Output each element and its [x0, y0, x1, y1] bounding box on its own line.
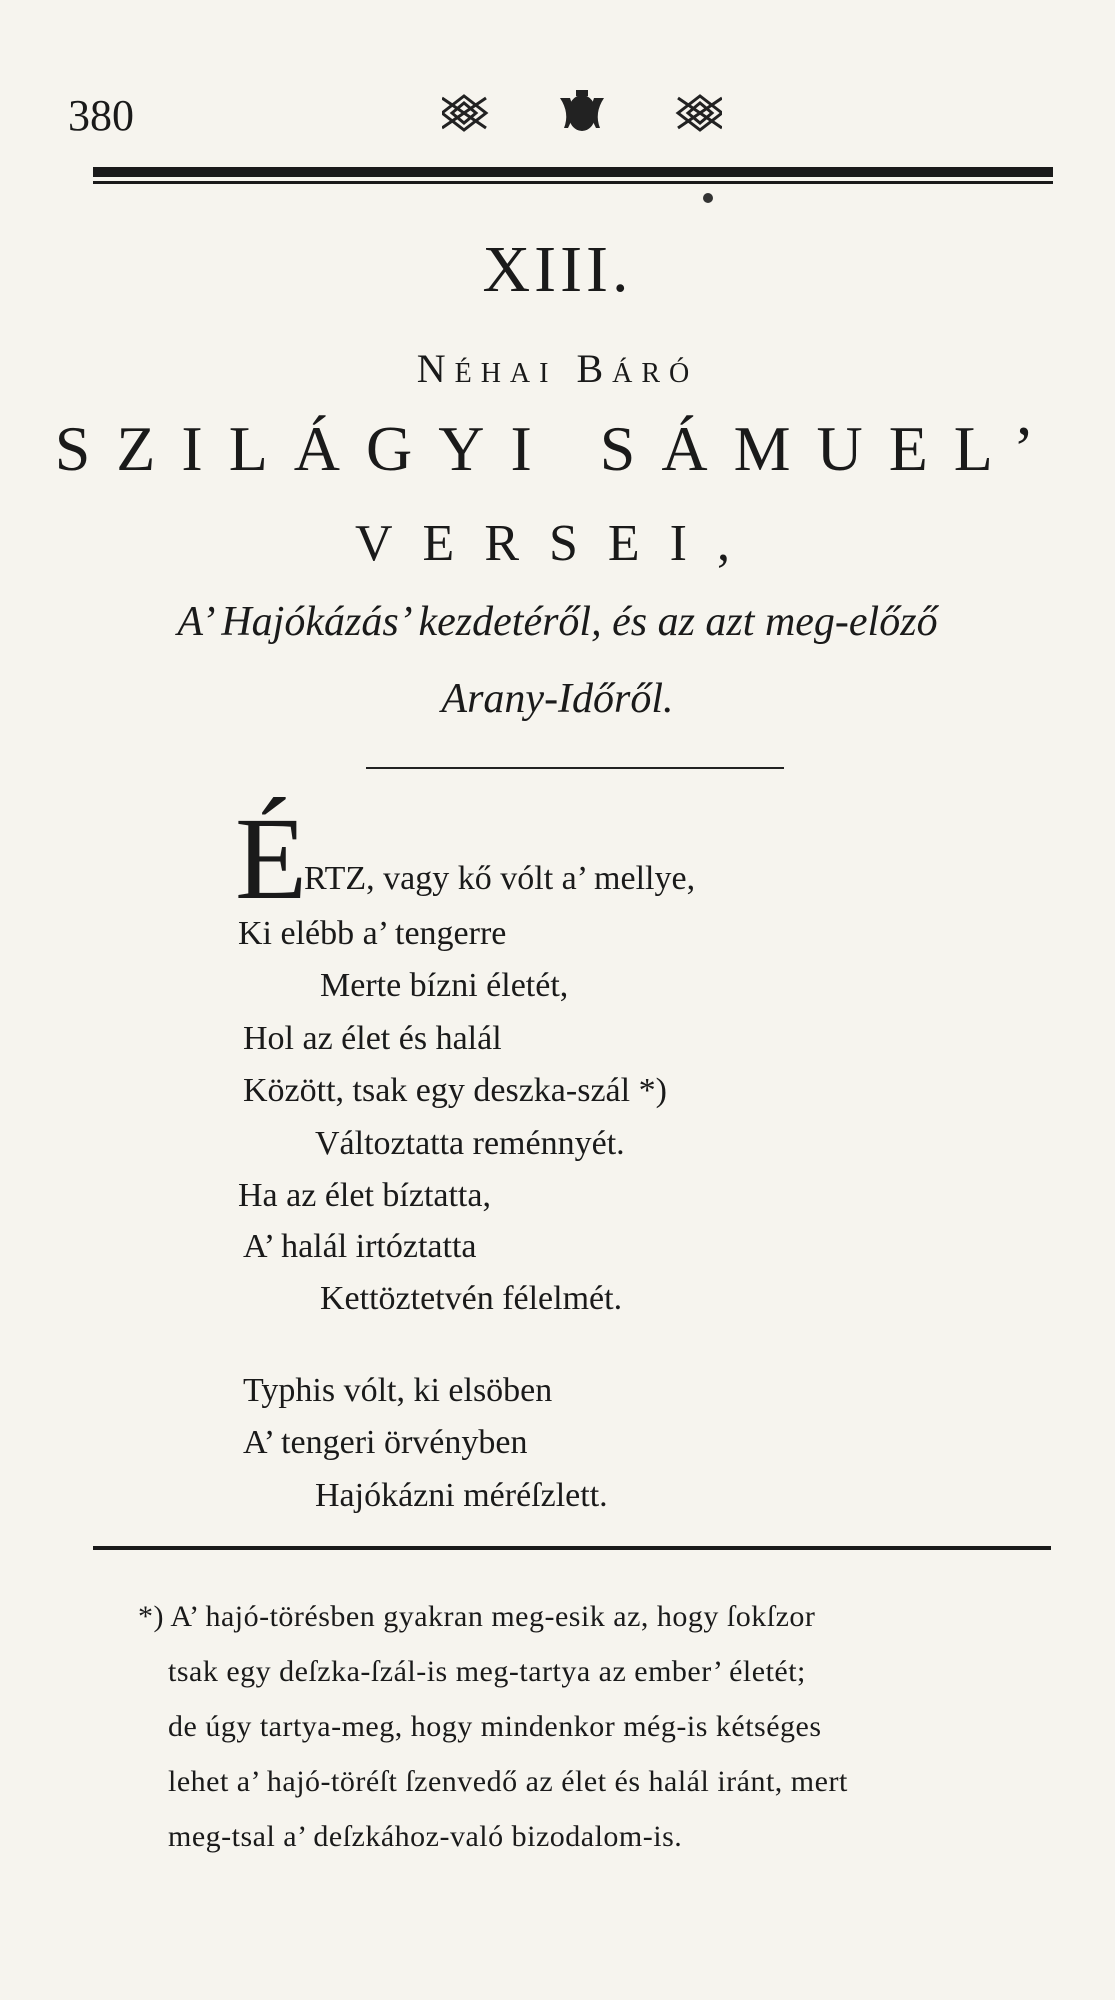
description-line: Arany-Időről.	[441, 676, 674, 722]
footnote-line: de úgy tartya-meg, hogy mindenkor még-is kétséges	[168, 1710, 822, 1743]
poem-line: Hajókázni méréſzlett.	[315, 1477, 608, 1514]
poem-line: Ki elébb a’ tengerre	[238, 915, 507, 952]
description-line: A’ Hajókázás’ kezdetéről, és az azt meg-előző	[177, 599, 938, 645]
diamond-ornament-icon	[442, 96, 486, 130]
verse-title: VERSEI,	[355, 515, 760, 572]
poem-line: Hol az élet és halál	[243, 1020, 502, 1057]
header-rule	[93, 165, 1053, 187]
section-divider	[366, 767, 784, 769]
poem-line: Merte bízni életét,	[320, 967, 569, 1004]
poem-line: Kettöztetvén félelmét.	[320, 1280, 623, 1317]
poem-line: Változtatta reménnyét.	[315, 1125, 625, 1162]
poem-line: RTZ, vagy kő vólt a’ mellye,	[304, 860, 696, 897]
footnote-rule	[93, 1545, 1051, 1551]
poem-line: Között, tsak egy deszka-szál *)	[243, 1072, 667, 1109]
poem-line: A’ halál irtóztatta	[243, 1228, 477, 1265]
footnote-line: tsak egy deſzka-ſzál-is meg-tartya az ember’ életét;	[168, 1655, 806, 1688]
footnote-line: lehet a’ hajó-töréſt ſzenvedő az élet és halál iránt, mert	[168, 1765, 848, 1798]
author-name: SZILÁGYI SÁMUEL’	[54, 413, 1061, 484]
eagle-ornament-icon	[560, 90, 604, 131]
chapter-number: XIII.	[482, 233, 633, 306]
page-number: 380	[68, 91, 134, 140]
poem-line: Typhis vólt, ki elsöben	[243, 1372, 553, 1409]
footnote-line: meg-tsal a’ deſzkához-való bizodalom-is.	[168, 1820, 683, 1853]
footnote-line: *) A’ hajó-törésben gyakran meg-esik az, hogy ſokſzor	[138, 1600, 816, 1633]
header-ornament	[442, 88, 722, 138]
ornament-dot	[703, 193, 713, 203]
poem-line: Ha az élet bíztatta,	[238, 1177, 491, 1214]
poem-line: A’ tengeri örvényben	[243, 1424, 528, 1461]
subtitle: Néhai Báró	[416, 346, 699, 391]
diamond-ornament-icon	[678, 96, 722, 130]
drop-cap: É	[235, 793, 308, 924]
